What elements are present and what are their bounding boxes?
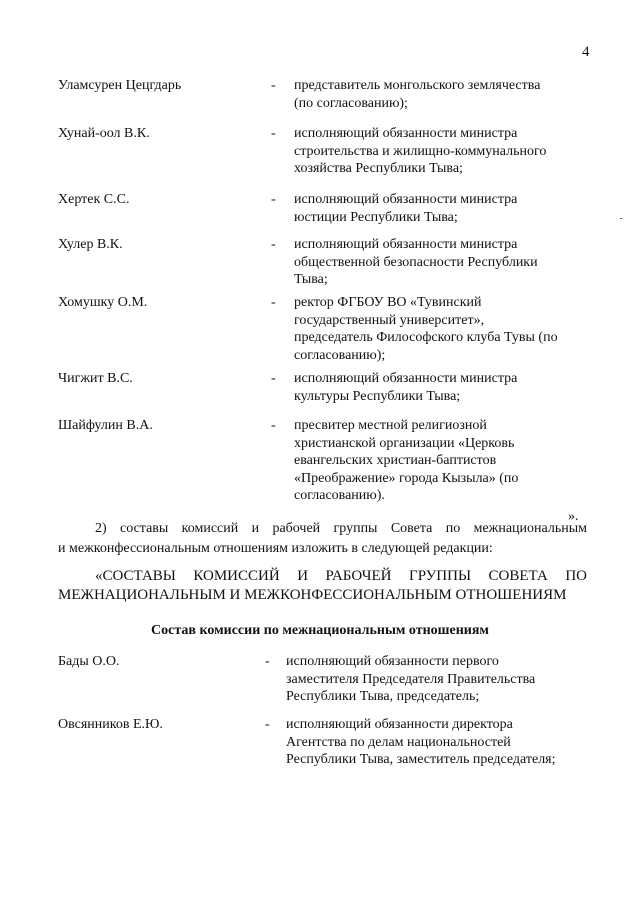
member-name: Хертек С.С. — [58, 192, 130, 207]
member-dash: - — [265, 654, 270, 669]
member-role: исполняющий обязанности министра общественной безопасности Республики Тыва; — [294, 237, 538, 287]
page-number: 4 — [582, 44, 590, 60]
member-dash: - — [271, 371, 276, 386]
member-dash: - — [271, 126, 276, 141]
heading-line: «СОСТАВЫ КОМИССИЙ И РАБОЧЕЙ ГРУППЫ СОВЕТА ПО — [95, 568, 587, 584]
heading-line: МЕЖНАЦИОНАЛЬНЫМ И МЕЖКОНФЕССИОНАЛЬНЫМ ОТНОШЕНИЯМ — [58, 587, 567, 603]
member-dash: - — [271, 237, 276, 252]
member-name: Хомушку О.М. — [58, 295, 148, 310]
member-name: Уламсурен Цецгдарь — [58, 78, 182, 93]
paragraph-line: 2) составы комиссий и рабочей группы Совета по межнациональным — [95, 521, 587, 536]
member-role: исполняющий обязанности министра юстиции Республики Тыва; — [294, 192, 518, 225]
member-role: представитель монгольского землячества (по согласованию); — [294, 78, 541, 111]
member-name: Овсянников Е.Ю. — [58, 717, 163, 732]
member-role: исполняющий обязанности первого заместителя Председателя Правительства Республики Тыва, председатель; — [286, 654, 536, 704]
member-role: исполняющий обязанности министра строительства и жилищно-коммунального хозяйства Республики Тыва; — [294, 126, 547, 176]
member-dash: - — [271, 78, 276, 93]
section-heading — [58, 567, 587, 605]
member-role: ректор ФГБОУ ВО «Тувинский государственный университет», председатель Философского клуба Тувы (по согласованию); — [294, 295, 558, 363]
member-dash: - — [265, 717, 270, 732]
member-name: Бады О.О. — [58, 654, 120, 669]
member-name: Хулер В.К. — [58, 237, 123, 252]
member-dash: - — [271, 418, 276, 433]
member-role: исполняющий обязанности министра культуры Республики Тыва; — [294, 371, 518, 404]
member-role: исполняющий обязанности директора Агентства по делам национальностей Республики Тыва, заместитель председателя; — [286, 717, 556, 767]
member-name: Хунай-оол В.К. — [58, 126, 150, 141]
member-name: Шайфулин В.А. — [58, 418, 153, 433]
amendment-paragraph — [58, 519, 587, 559]
member-name: Чигжит В.С. — [58, 371, 133, 386]
member-dash: - — [271, 192, 276, 207]
member-role: пресвитер местной религиозной христианской организации «Церковь евангельских христиан-баптистов «Преображение» города Кызыла» (по согласованию). — [294, 418, 519, 503]
member-dash: - — [271, 295, 276, 310]
paragraph-line: и межконфессиональным отношениям изложить в следующей редакции: — [58, 541, 493, 556]
closing-quote: ». — [568, 509, 579, 524]
margin-speck — [620, 218, 622, 219]
commission-subheading: Состав комиссии по межнациональным отношениям — [151, 623, 489, 638]
